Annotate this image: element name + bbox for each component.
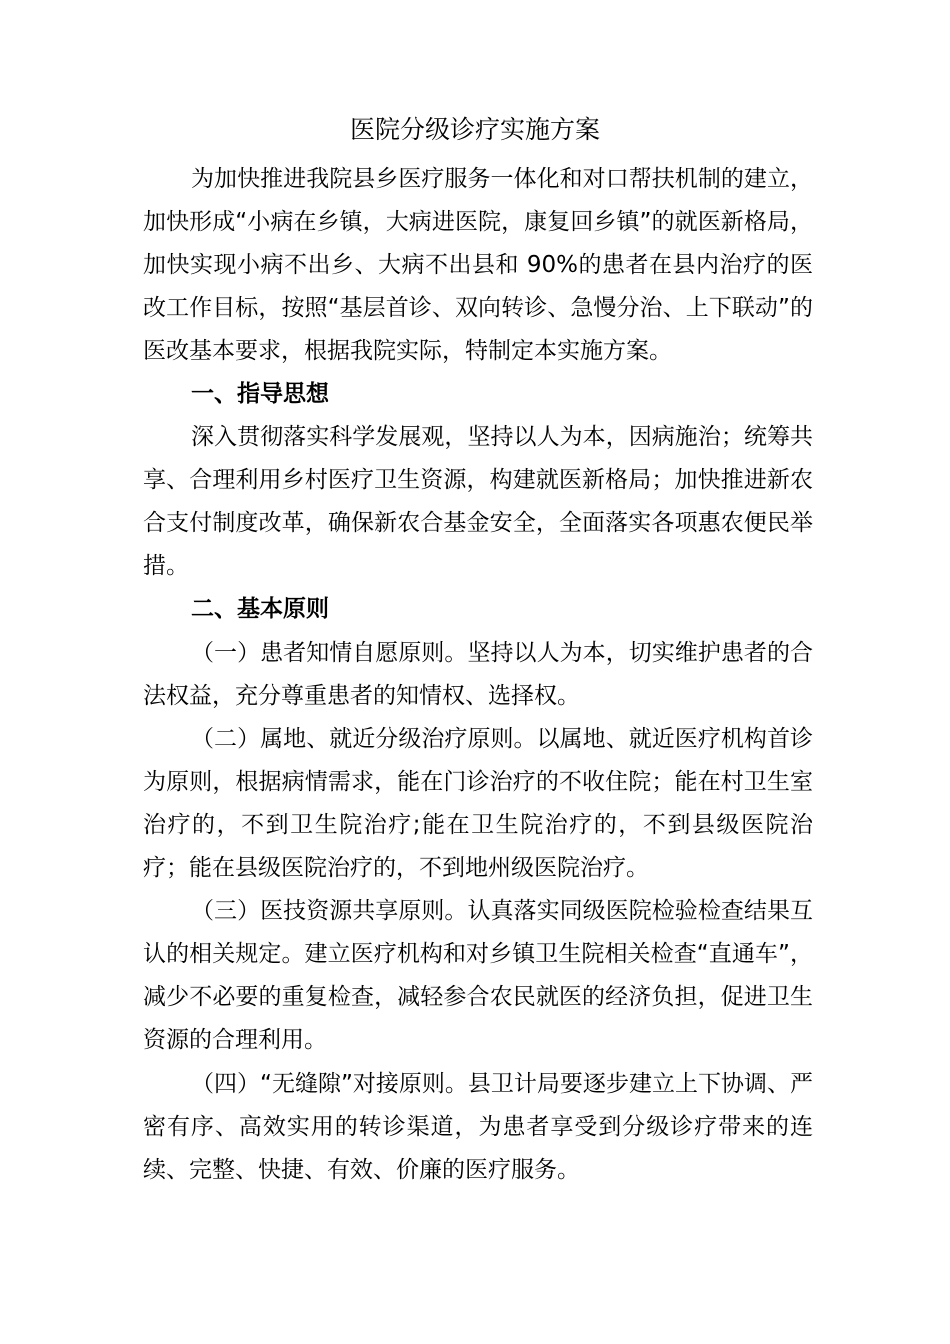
- guiding-thought-paragraph: 深入贯彻落实科学发展观，坚持以人为本，因病施治；统筹共享、合理利用乡村医疗卫生资源，构建就医新格局；加快推进新农合支付制度改革，确保新农合基金安全，全面落实各项惠农便民举措。: [143, 424, 813, 579]
- section-heading-basic-principles: 二、基本原则: [191, 596, 329, 622]
- intro-paragraph: 为加快推进我院县乡医疗服务一体化和对口帮扶机制的建立，加快形成“小病在乡镇，大病进医院，康复回乡镇”的就医新格局，加快实现小病不出乡、大病不出县和 90%的患者在县内治疗的医改工作目标，按照“基层首诊、双向转诊、急慢分治、上下联动”的医改基本要求，根据我院实际，特制定本实施方案。: [143, 166, 813, 364]
- document-title: 医院分级诊疗实施方案: [349, 115, 600, 144]
- principle-4-paragraph: （四）“无缝隙”对接原则。县卫计局要逐步建立上下协调、严密有序、高效实用的转诊渠道，为患者享受到分级诊疗带来的连续、完整、快捷、有效、价廉的医疗服务。: [143, 1071, 813, 1183]
- principle-2-paragraph: （二）属地、就近分级治疗原则。以属地、就近医疗机构首诊为原则，根据病情需求，能在门诊治疗的不收住院；能在村卫生室治疗的，不到卫生院治疗;能在卫生院治疗的，不到县级医院治疗；能在县级医院治疗的，不到地州级医院治疗。: [143, 726, 813, 881]
- principle-3-paragraph: （三）医技资源共享原则。认真落实同级医院检验检查结果互认的相关规定。建立医疗机构和对乡镇卫生院相关检查“直通车”，减少不必要的重复检查，减轻参合农民就医的经济负担，促进卫生资源的合理利用。: [143, 898, 813, 1053]
- principle-1-paragraph: （一）患者知情自愿原则。坚持以人为本，切实维护患者的合法权益，充分尊重患者的知情权、选择权。: [143, 640, 813, 709]
- section-heading-guiding-thought: 一、指导思想: [191, 381, 329, 407]
